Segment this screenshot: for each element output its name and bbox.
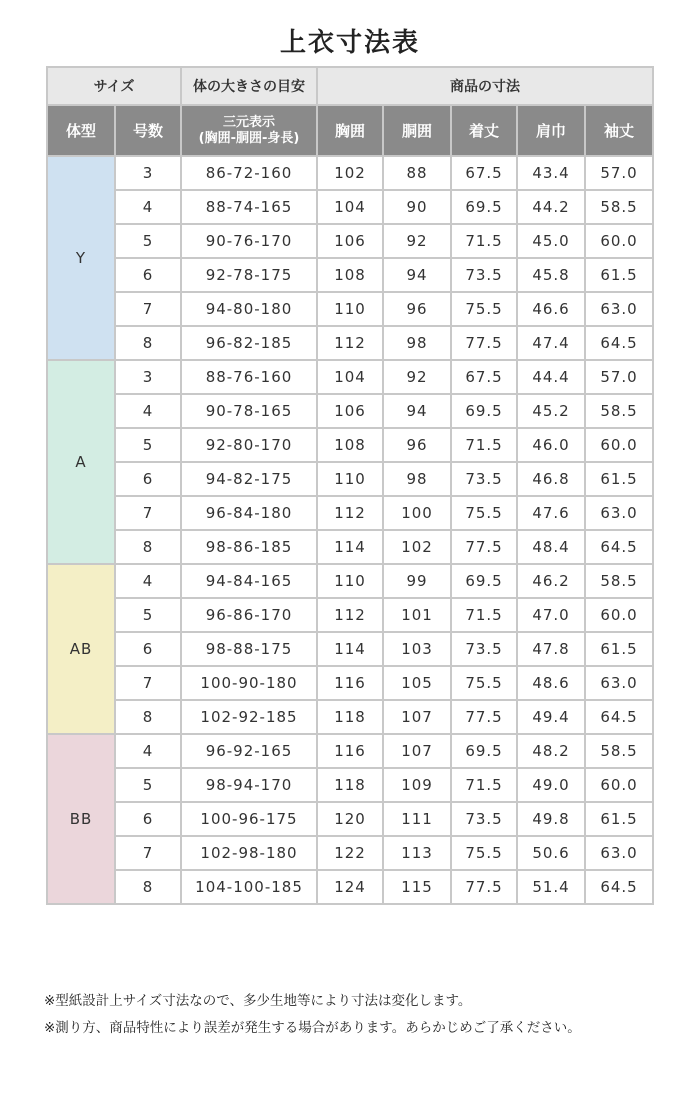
page-title: 上衣寸法表 bbox=[279, 28, 420, 58]
three-dimension-cell: 104-100-185 bbox=[181, 870, 317, 904]
sleeve-cell: 63.0 bbox=[585, 666, 653, 700]
shoulder-cell: 46.2 bbox=[517, 564, 585, 598]
waist-cell: 100 bbox=[383, 496, 451, 530]
header-body-guide: 体の大きさの目安 bbox=[181, 67, 317, 105]
size-number-cell: 7 bbox=[115, 292, 181, 326]
chest-cell: 116 bbox=[317, 666, 383, 700]
chest-cell: 120 bbox=[317, 802, 383, 836]
shoulder-cell: 47.0 bbox=[517, 598, 585, 632]
size-number-cell: 5 bbox=[115, 428, 181, 462]
chest-cell: 108 bbox=[317, 428, 383, 462]
waist-cell: 111 bbox=[383, 802, 451, 836]
table-row bbox=[47, 734, 653, 768]
chest-cell: 116 bbox=[317, 734, 383, 768]
waist-cell: 90 bbox=[383, 190, 451, 224]
waist-cell: 107 bbox=[383, 734, 451, 768]
three-dimension-cell: 98-94-170 bbox=[181, 768, 317, 802]
table-row bbox=[47, 666, 653, 700]
size-number-cell: 7 bbox=[115, 836, 181, 870]
sleeve-cell: 61.5 bbox=[585, 258, 653, 292]
three-dimension-cell: 96-86-170 bbox=[181, 598, 317, 632]
table-row bbox=[47, 870, 653, 904]
header-chest: 胸囲 bbox=[317, 105, 383, 156]
three-dimension-cell: 96-82-185 bbox=[181, 326, 317, 360]
header-sleeve: 袖丈 bbox=[585, 105, 653, 156]
table-row bbox=[47, 530, 653, 564]
table-body bbox=[47, 156, 653, 904]
waist-cell: 94 bbox=[383, 258, 451, 292]
size-number-cell: 5 bbox=[115, 224, 181, 258]
chest-cell: 106 bbox=[317, 394, 383, 428]
chest-cell: 104 bbox=[317, 360, 383, 394]
waist-cell: 109 bbox=[383, 768, 451, 802]
three-dimension-cell: 90-76-170 bbox=[181, 224, 317, 258]
sleeve-cell: 63.0 bbox=[585, 496, 653, 530]
table-row bbox=[47, 326, 653, 360]
table-row bbox=[47, 632, 653, 666]
three-dimension-cell: 98-86-185 bbox=[181, 530, 317, 564]
size-number-cell: 8 bbox=[115, 530, 181, 564]
size-number-cell: 4 bbox=[115, 190, 181, 224]
three-dimension-cell: 90-78-165 bbox=[181, 394, 317, 428]
chest-cell: 110 bbox=[317, 462, 383, 496]
sleeve-cell: 64.5 bbox=[585, 700, 653, 734]
waist-cell: 103 bbox=[383, 632, 451, 666]
three-dimension-cell: 102-92-185 bbox=[181, 700, 317, 734]
size-number-cell: 4 bbox=[115, 734, 181, 768]
header-three-dimension bbox=[181, 105, 317, 156]
length-cell: 67.5 bbox=[451, 156, 517, 190]
table-row bbox=[47, 292, 653, 326]
header-product-dimensions: 商品の寸法 bbox=[317, 67, 653, 105]
length-cell: 75.5 bbox=[451, 496, 517, 530]
sleeve-cell: 64.5 bbox=[585, 530, 653, 564]
length-cell: 73.5 bbox=[451, 802, 517, 836]
length-cell: 67.5 bbox=[451, 360, 517, 394]
size-number-cell: 6 bbox=[115, 632, 181, 666]
three-dimension-cell: 86-72-160 bbox=[181, 156, 317, 190]
shoulder-cell: 44.4 bbox=[517, 360, 585, 394]
shoulder-cell: 51.4 bbox=[517, 870, 585, 904]
header-shoulder: 肩巾 bbox=[517, 105, 585, 156]
sleeve-cell: 61.5 bbox=[585, 802, 653, 836]
chest-cell: 112 bbox=[317, 326, 383, 360]
sleeve-cell: 64.5 bbox=[585, 326, 653, 360]
header-number: 号数 bbox=[115, 105, 181, 156]
note-line: ※測り方、商品特性により誤差が発生する場合があります。あらかじめご了承ください。 bbox=[44, 1020, 581, 1036]
waist-cell: 99 bbox=[383, 564, 451, 598]
size-number-cell: 5 bbox=[115, 598, 181, 632]
three-dimension-cell: 94-80-180 bbox=[181, 292, 317, 326]
sleeve-cell: 58.5 bbox=[585, 734, 653, 768]
shoulder-cell: 48.4 bbox=[517, 530, 585, 564]
shoulder-cell: 50.6 bbox=[517, 836, 585, 870]
waist-cell: 102 bbox=[383, 530, 451, 564]
sleeve-cell: 58.5 bbox=[585, 394, 653, 428]
length-cell: 69.5 bbox=[451, 734, 517, 768]
waist-cell: 96 bbox=[383, 428, 451, 462]
length-cell: 69.5 bbox=[451, 394, 517, 428]
chest-cell: 110 bbox=[317, 564, 383, 598]
table-row bbox=[47, 496, 653, 530]
sleeve-cell: 60.0 bbox=[585, 768, 653, 802]
chest-cell: 108 bbox=[317, 258, 383, 292]
sleeve-cell: 61.5 bbox=[585, 462, 653, 496]
sleeve-cell: 63.0 bbox=[585, 292, 653, 326]
notes bbox=[44, 988, 664, 1042]
sleeve-cell: 58.5 bbox=[585, 190, 653, 224]
three-dimension-cell: 94-82-175 bbox=[181, 462, 317, 496]
shoulder-cell: 49.8 bbox=[517, 802, 585, 836]
three-dimension-cell: 92-78-175 bbox=[181, 258, 317, 292]
table-row bbox=[47, 462, 653, 496]
size-number-cell: 5 bbox=[115, 768, 181, 802]
header-row-columns bbox=[47, 105, 653, 156]
waist-cell: 98 bbox=[383, 326, 451, 360]
chest-cell: 112 bbox=[317, 598, 383, 632]
length-cell: 75.5 bbox=[451, 666, 517, 700]
length-cell: 73.5 bbox=[451, 258, 517, 292]
header-three-dimension-line1: 三元表示 bbox=[223, 114, 276, 130]
length-cell: 75.5 bbox=[451, 836, 517, 870]
size-number-cell: 6 bbox=[115, 258, 181, 292]
length-cell: 71.5 bbox=[451, 428, 517, 462]
three-dimension-cell: 102-98-180 bbox=[181, 836, 317, 870]
sleeve-cell: 57.0 bbox=[585, 360, 653, 394]
waist-cell: 92 bbox=[383, 360, 451, 394]
waist-cell: 107 bbox=[383, 700, 451, 734]
size-number-cell: 3 bbox=[115, 156, 181, 190]
chest-cell: 114 bbox=[317, 632, 383, 666]
shoulder-cell: 47.4 bbox=[517, 326, 585, 360]
header-waist: 胴囲 bbox=[383, 105, 451, 156]
shoulder-cell: 48.2 bbox=[517, 734, 585, 768]
chest-cell: 118 bbox=[317, 768, 383, 802]
table-row bbox=[47, 802, 653, 836]
chest-cell: 106 bbox=[317, 224, 383, 258]
sleeve-cell: 63.0 bbox=[585, 836, 653, 870]
length-cell: 75.5 bbox=[451, 292, 517, 326]
header-body-type: 体型 bbox=[47, 105, 115, 156]
body-type-cell: Y bbox=[47, 156, 115, 360]
table-row bbox=[47, 224, 653, 258]
size-number-cell: 3 bbox=[115, 360, 181, 394]
body-type-cell: BB bbox=[47, 734, 115, 904]
header-row-top bbox=[47, 67, 653, 105]
shoulder-cell: 47.8 bbox=[517, 632, 585, 666]
shoulder-cell: 44.2 bbox=[517, 190, 585, 224]
three-dimension-cell: 98-88-175 bbox=[181, 632, 317, 666]
shoulder-cell: 45.8 bbox=[517, 258, 585, 292]
chest-cell: 114 bbox=[317, 530, 383, 564]
sleeve-cell: 57.0 bbox=[585, 156, 653, 190]
size-number-cell: 4 bbox=[115, 394, 181, 428]
waist-cell: 113 bbox=[383, 836, 451, 870]
chest-cell: 112 bbox=[317, 496, 383, 530]
table-row bbox=[47, 394, 653, 428]
table-row bbox=[47, 190, 653, 224]
sleeve-cell: 60.0 bbox=[585, 428, 653, 462]
shoulder-cell: 45.2 bbox=[517, 394, 585, 428]
header-length: 着丈 bbox=[451, 105, 517, 156]
body-type-cell: A bbox=[47, 360, 115, 564]
three-dimension-cell: 100-96-175 bbox=[181, 802, 317, 836]
shoulder-cell: 49.0 bbox=[517, 768, 585, 802]
chest-cell: 110 bbox=[317, 292, 383, 326]
three-dimension-cell: 96-92-165 bbox=[181, 734, 317, 768]
length-cell: 71.5 bbox=[451, 768, 517, 802]
waist-cell: 115 bbox=[383, 870, 451, 904]
shoulder-cell: 43.4 bbox=[517, 156, 585, 190]
size-number-cell: 8 bbox=[115, 326, 181, 360]
sleeve-cell: 58.5 bbox=[585, 564, 653, 598]
chest-cell: 118 bbox=[317, 700, 383, 734]
table-row bbox=[47, 700, 653, 734]
shoulder-cell: 46.6 bbox=[517, 292, 585, 326]
size-number-cell: 7 bbox=[115, 666, 181, 700]
three-dimension-cell: 88-74-165 bbox=[181, 190, 317, 224]
length-cell: 77.5 bbox=[451, 870, 517, 904]
sleeve-cell: 61.5 bbox=[585, 632, 653, 666]
length-cell: 69.5 bbox=[451, 190, 517, 224]
table-row bbox=[47, 428, 653, 462]
size-number-cell: 4 bbox=[115, 564, 181, 598]
table-row bbox=[47, 156, 653, 190]
size-table bbox=[46, 66, 654, 905]
size-number-cell: 8 bbox=[115, 700, 181, 734]
shoulder-cell: 49.4 bbox=[517, 700, 585, 734]
length-cell: 71.5 bbox=[451, 224, 517, 258]
body-type-cell: AB bbox=[47, 564, 115, 734]
header-size: サイズ bbox=[47, 67, 181, 105]
sleeve-cell: 60.0 bbox=[585, 598, 653, 632]
length-cell: 73.5 bbox=[451, 632, 517, 666]
length-cell: 77.5 bbox=[451, 700, 517, 734]
size-number-cell: 8 bbox=[115, 870, 181, 904]
shoulder-cell: 47.6 bbox=[517, 496, 585, 530]
table-row bbox=[47, 258, 653, 292]
chest-cell: 124 bbox=[317, 870, 383, 904]
length-cell: 69.5 bbox=[451, 564, 517, 598]
waist-cell: 88 bbox=[383, 156, 451, 190]
table-row bbox=[47, 564, 653, 598]
length-cell: 73.5 bbox=[451, 462, 517, 496]
chest-cell: 104 bbox=[317, 190, 383, 224]
shoulder-cell: 45.0 bbox=[517, 224, 585, 258]
waist-cell: 92 bbox=[383, 224, 451, 258]
waist-cell: 105 bbox=[383, 666, 451, 700]
shoulder-cell: 46.8 bbox=[517, 462, 585, 496]
chest-cell: 122 bbox=[317, 836, 383, 870]
three-dimension-cell: 88-76-160 bbox=[181, 360, 317, 394]
table-row bbox=[47, 598, 653, 632]
length-cell: 71.5 bbox=[451, 598, 517, 632]
three-dimension-cell: 94-84-165 bbox=[181, 564, 317, 598]
three-dimension-cell: 96-84-180 bbox=[181, 496, 317, 530]
header-three-dimension-line2: (胸囲-胴囲-身長) bbox=[198, 130, 300, 146]
chest-cell: 102 bbox=[317, 156, 383, 190]
size-number-cell: 6 bbox=[115, 802, 181, 836]
note-line: ※型紙設計上サイズ寸法なので、多少生地等により寸法は変化します。 bbox=[44, 993, 472, 1009]
table-row bbox=[47, 360, 653, 394]
waist-cell: 101 bbox=[383, 598, 451, 632]
table-row bbox=[47, 836, 653, 870]
waist-cell: 98 bbox=[383, 462, 451, 496]
table-row bbox=[47, 768, 653, 802]
waist-cell: 96 bbox=[383, 292, 451, 326]
sleeve-cell: 60.0 bbox=[585, 224, 653, 258]
size-number-cell: 7 bbox=[115, 496, 181, 530]
length-cell: 77.5 bbox=[451, 326, 517, 360]
length-cell: 77.5 bbox=[451, 530, 517, 564]
waist-cell: 94 bbox=[383, 394, 451, 428]
three-dimension-cell: 100-90-180 bbox=[181, 666, 317, 700]
size-number-cell: 6 bbox=[115, 462, 181, 496]
sleeve-cell: 64.5 bbox=[585, 870, 653, 904]
shoulder-cell: 46.0 bbox=[517, 428, 585, 462]
three-dimension-cell: 92-80-170 bbox=[181, 428, 317, 462]
shoulder-cell: 48.6 bbox=[517, 666, 585, 700]
